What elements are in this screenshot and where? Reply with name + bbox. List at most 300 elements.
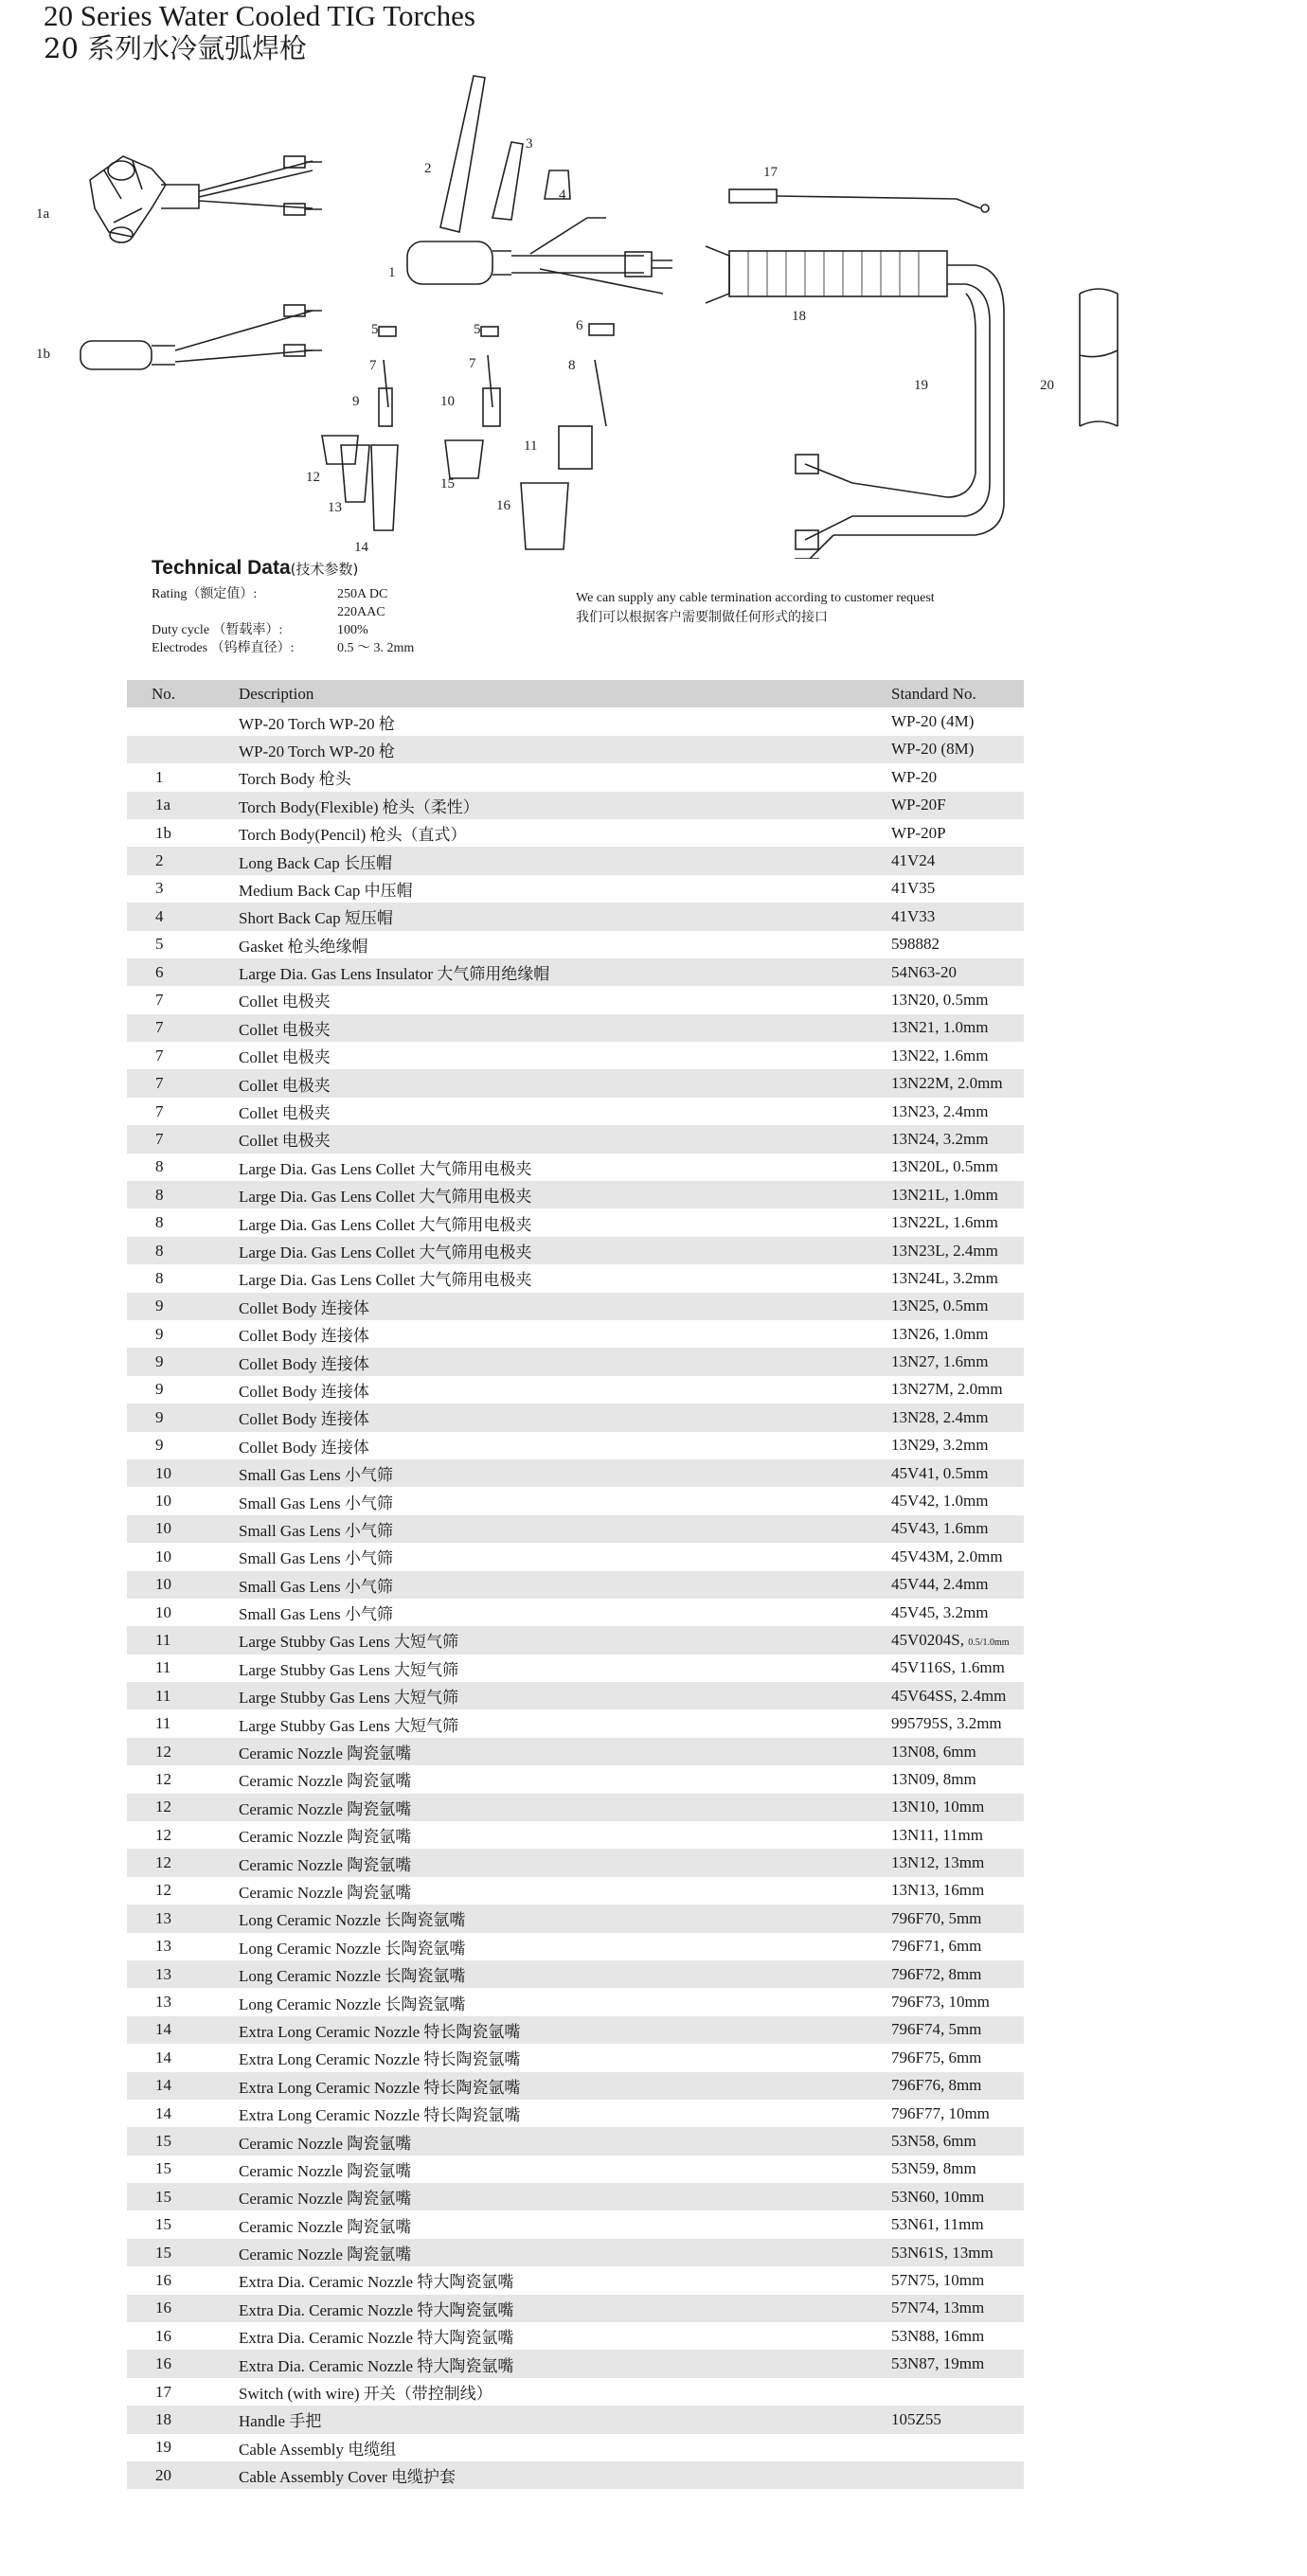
cell-standard: [891, 1464, 1024, 1483]
cell-no: 8: [155, 1241, 164, 1260]
cell-description: Collet Body 连接体: [239, 1298, 369, 1317]
cell-description: Large Dia. Gas Lens Collet 大气筛用电极夹: [239, 1215, 532, 1234]
rating-label: Rating（额定值）:: [152, 587, 258, 601]
title-zh: 20 系列水冷氩弧焊枪: [44, 32, 308, 64]
cell-description: Extra Dia. Ceramic Nozzle 特大陶瓷氩嘴: [239, 2273, 514, 2292]
callout-18: 18: [792, 309, 806, 324]
cell-description: Ceramic Nozzle 陶瓷氩嘴: [239, 1744, 412, 1763]
cell-standard: [891, 1130, 1024, 1149]
table-body: [127, 707, 1024, 2489]
cell-description: Collet Body 连接体: [239, 1438, 369, 1457]
cell-no: 1b: [155, 823, 171, 842]
table-row: [127, 2378, 1024, 2406]
cell-standard-value: 13N22, 1.6mm: [891, 1046, 989, 1064]
table-row: [127, 792, 1024, 819]
cell-standard-value: 53N60, 10mm: [891, 2187, 985, 2206]
title-en: 20 Series Water Cooled TIG Torches: [44, 0, 475, 32]
medium-back-cap-drawing: [492, 142, 523, 220]
callout-2: 2: [424, 161, 432, 176]
cell-standard-value: 995795S, 3.2mm: [891, 1714, 1002, 1733]
cell-description: Collet 电极夹: [239, 1104, 331, 1123]
cell-no: 9: [155, 1380, 164, 1399]
cell-no: 11: [155, 1658, 171, 1677]
cell-description: Short Back Cap 短压帽: [239, 909, 393, 928]
cell-no: 10: [155, 1463, 171, 1482]
cell-no: 13: [155, 1993, 171, 2012]
cell-description: Gasket 枪头绝缘帽: [239, 937, 368, 956]
cell-standard-value: 796F74, 5mm: [891, 2020, 982, 2039]
cell-standard-value: WP-20 (4M): [891, 712, 975, 731]
gasket-drawing: [379, 327, 396, 336]
cell-standard-value: 13N21L, 1.0mm: [891, 1185, 998, 1204]
cell-standard: [891, 1269, 1024, 1288]
cell-no: 8: [155, 1157, 164, 1176]
cell-standard-value: 13N27M, 2.0mm: [891, 1380, 1003, 1399]
table-row: [127, 1738, 1024, 1765]
cell-standard-value: 53N88, 16mm: [891, 2326, 985, 2345]
cell-no: 3: [155, 879, 164, 898]
cell-standard-value: 54N63-20: [891, 962, 957, 981]
cell-standard: [891, 879, 1024, 898]
cell-no: 12: [155, 1742, 171, 1761]
table-row: [127, 2461, 1024, 2489]
duty-label: Duty cycle （暂载率）:: [152, 623, 283, 637]
table-row: [127, 1042, 1024, 1069]
cell-standard: [891, 1909, 1024, 1928]
cell-no: 16: [155, 2299, 171, 2317]
cell-no: 11: [155, 1714, 171, 1733]
cell-no: 1: [155, 767, 164, 786]
table-row: [127, 2183, 1024, 2210]
cell-standard-value: 53N58, 6mm: [891, 2132, 976, 2150]
table-row: [127, 707, 1024, 735]
cell-standard: [891, 2104, 1024, 2123]
cell-description: Handle 手把: [239, 2412, 322, 2431]
table-row: [127, 1515, 1024, 1543]
table-row: [127, 1014, 1024, 1042]
callout-16: 16: [496, 498, 510, 513]
cell-standard-value: 13N28, 2.4mm: [891, 1407, 989, 1426]
table-row: [127, 1293, 1024, 1320]
cell-standard-value: 13N12, 13mm: [891, 1853, 985, 1872]
cell-no: 11: [155, 1686, 171, 1705]
cell-description: Collet Body 连接体: [239, 1327, 369, 1346]
cell-description: Extra Long Ceramic Nozzle 特长陶瓷氩嘴: [239, 2050, 521, 2069]
cell-standard: [891, 2188, 1024, 2207]
table-row: [127, 1069, 1024, 1097]
cell-standard: [891, 851, 1024, 870]
cell-standard-value: 53N59, 8mm: [891, 2159, 976, 2178]
cell-description: Small Gas Lens 小气筛: [239, 1605, 393, 1624]
table-row: [127, 1849, 1024, 1876]
cell-standard: [891, 740, 1024, 759]
cell-description: Large Stubby Gas Lens 大短气筛: [239, 1716, 458, 1735]
cell-description: Collet 电极夹: [239, 1132, 331, 1151]
cell-no: 2: [155, 851, 164, 870]
cell-standard-value: 45V116S, 1.6mm: [891, 1658, 1005, 1677]
cell-standard: [891, 1965, 1024, 1984]
cell-standard: [891, 2048, 1024, 2067]
cell-description: Large Dia. Gas Lens Collet 大气筛用电极夹: [239, 1159, 532, 1178]
cell-no: 4: [155, 906, 164, 925]
collet-body-drawing: [379, 388, 392, 426]
cell-description: Collet 电极夹: [239, 1076, 331, 1095]
table-row: [127, 2406, 1024, 2433]
cell-description: Ceramic Nozzle 陶瓷氩嘴: [239, 2217, 412, 2236]
stubby-gas-lens-drawing: [559, 426, 592, 469]
table-row: [127, 1821, 1024, 1849]
table-row: [127, 1487, 1024, 1514]
long-ceramic-nozzle-drawing: [341, 445, 369, 502]
electrodes-value: 0.5 ～ 3. 2mm: [337, 641, 415, 655]
cell-no: 9: [155, 1352, 164, 1371]
cell-description: Extra Long Ceramic Nozzle 特长陶瓷氩嘴: [239, 2022, 521, 2041]
callout-19: 19: [914, 378, 928, 393]
table-row: [127, 2072, 1024, 2100]
cell-standard-value: 45V42, 1.0mm: [891, 1492, 989, 1511]
callout-7: 7: [369, 358, 377, 373]
cell-no: 7: [155, 1046, 164, 1064]
table-row: [127, 958, 1024, 986]
cell-no: 16: [155, 2270, 171, 2289]
cell-standard: [891, 1297, 1024, 1315]
cell-no: 12: [155, 1798, 171, 1816]
cell-standard-value: 796F77, 10mm: [891, 2103, 990, 2122]
cell-no: 8: [155, 1185, 164, 1204]
cell-standard: [891, 1157, 1024, 1176]
cell-no: 5: [155, 935, 164, 954]
handle-drawing: [706, 246, 947, 303]
cell-standard-value: 796F75, 6mm: [891, 2048, 982, 2066]
ceramic-nozzle-drawing: [322, 436, 358, 464]
cell-no: 16: [155, 2326, 171, 2345]
exploded-parts-diagram: [0, 66, 1307, 559]
cell-standard: [891, 1325, 1024, 1344]
cell-standard-value: 45V64SS, 2.4mm: [891, 1686, 1007, 1705]
table-row: [127, 1098, 1024, 1125]
cell-description: Ceramic Nozzle 陶瓷氩嘴: [239, 1772, 412, 1791]
table-row: [127, 819, 1024, 847]
cell-standard-value: 45V0204S,: [891, 1630, 964, 1649]
cell-description: Large Stubby Gas Lens 大短气筛: [239, 1689, 458, 1708]
cell-standard-value: 13N26, 1.0mm: [891, 1324, 989, 1343]
table-row: [127, 1960, 1024, 1988]
cell-description: Cable Assembly 电缆组: [239, 2440, 397, 2459]
table-row: [127, 2434, 1024, 2461]
cell-standard-value: 13N24L, 3.2mm: [891, 1268, 998, 1287]
cell-no: 6: [155, 962, 164, 981]
cell-no: 7: [155, 990, 164, 1009]
cell-no: 14: [155, 2076, 171, 2095]
cell-standard: [891, 1937, 1024, 1956]
table-row: [127, 1933, 1024, 1960]
table-row: [127, 1459, 1024, 1487]
cell-no: 8: [155, 1268, 164, 1287]
cell-no: 9: [155, 1407, 164, 1426]
cell-standard-value: 796F70, 5mm: [891, 1908, 982, 1927]
gasket-drawing-2: [481, 327, 498, 336]
table-row: [127, 736, 1024, 763]
callout-6: 6: [576, 318, 583, 333]
cell-description: Large Dia. Gas Lens Collet 大气筛用电极夹: [239, 1188, 532, 1207]
cell-description: Ceramic Nozzle 陶瓷氩嘴: [239, 1799, 412, 1818]
cell-description: Medium Back Cap 中压帽: [239, 881, 413, 900]
cell-description: Collet 电极夹: [239, 1020, 331, 1039]
supply-note: [576, 589, 935, 627]
torch-body-flexible-drawing: [90, 156, 322, 242]
cell-standard-value: 13N23, 2.4mm: [891, 1101, 989, 1120]
cell-description: Small Gas Lens 小气筛: [239, 1466, 393, 1485]
cell-standard: [891, 1798, 1024, 1816]
cable-assembly-drawing: [796, 265, 1004, 559]
spec-list: [152, 585, 414, 657]
callout-13: 13: [328, 500, 342, 515]
cell-no: 18: [155, 2409, 171, 2428]
short-back-cap-drawing: [545, 170, 570, 199]
cell-no: 12: [155, 1853, 171, 1872]
table-row: [127, 986, 1024, 1013]
table-row: [127, 1709, 1024, 1737]
table-row: [127, 1655, 1024, 1682]
table-row: [127, 1320, 1024, 1348]
cell-description: Collet 电极夹: [239, 1048, 331, 1067]
electrodes-label: Electrodes （钨棒直径）:: [152, 641, 295, 655]
cell-standard-value: 13N10, 10mm: [891, 1798, 985, 1816]
cell-standard-value: 13N11, 11mm: [891, 1825, 983, 1844]
cell-standard: [891, 796, 1024, 814]
cell-description: Collet Body 连接体: [239, 1354, 369, 1373]
table-row: [127, 1264, 1024, 1292]
table-row: [127, 1877, 1024, 1905]
cell-no: 12: [155, 1881, 171, 1900]
cell-standard-value: 13N27, 1.6mm: [891, 1352, 989, 1371]
callout-15: 15: [440, 476, 455, 492]
ceramic-nozzle-15-drawing: [445, 440, 483, 478]
cell-standard: [891, 1380, 1024, 1399]
cell-standard-value: 13N08, 6mm: [891, 1742, 976, 1761]
cell-no: 12: [155, 1769, 171, 1788]
cell-description: Extra Dia. Ceramic Nozzle 特大陶瓷氩嘴: [239, 2356, 514, 2375]
cell-standard: [891, 1714, 1024, 1733]
cell-description: Extra Long Ceramic Nozzle 特长陶瓷氩嘴: [239, 2106, 521, 2125]
table-row: [127, 2322, 1024, 2350]
cell-standard-value: 13N22L, 1.6mm: [891, 1213, 998, 1232]
cell-description: Large Stubby Gas Lens 大短气筛: [239, 1660, 458, 1679]
cell-no: 16: [155, 2354, 171, 2373]
cell-no: 9: [155, 1297, 164, 1315]
cell-standard: [891, 1436, 1024, 1455]
cell-description: Long Ceramic Nozzle 长陶瓷氩嘴: [239, 1911, 466, 1930]
cell-standard-value: 796F72, 8mm: [891, 1964, 982, 1983]
cell-standard-value: 796F76, 8mm: [891, 2076, 982, 2095]
table-row: [127, 2016, 1024, 2044]
cell-standard: [891, 1603, 1024, 1622]
cell-standard: [891, 1352, 1024, 1371]
cell-standard-value: 45V41, 0.5mm: [891, 1463, 989, 1482]
cell-no: 7: [155, 1018, 164, 1037]
long-back-cap-drawing: [440, 76, 485, 232]
duty-value: 100%: [337, 623, 368, 637]
callout-1: 1: [388, 265, 396, 280]
callout-5: 5: [371, 322, 379, 337]
cell-standard-value: 53N87, 19mm: [891, 2354, 985, 2373]
table-row: [127, 1988, 1024, 2015]
cell-description: Torch Body(Pencil) 枪头（直式）: [239, 826, 467, 845]
rating-ac: 220AAC: [337, 605, 385, 619]
cell-standard: [891, 1242, 1024, 1261]
table-row: [127, 875, 1024, 903]
table-row: [127, 1376, 1024, 1404]
table-row: [127, 763, 1024, 791]
cell-standard: [891, 1826, 1024, 1845]
cell-standard-value: 41V24: [891, 851, 936, 870]
cell-description: Large Dia. Gas Lens Insulator 大气筛用绝缘帽: [239, 965, 550, 984]
cell-no: 20: [155, 2465, 171, 2484]
cell-no: 10: [155, 1547, 171, 1565]
cell-standard: [891, 1631, 1024, 1650]
cell-description: Extra Dia. Ceramic Nozzle 特大陶瓷氩嘴: [239, 2300, 514, 2319]
cell-no: 14: [155, 2048, 171, 2066]
cell-no: 7: [155, 1129, 164, 1148]
table-row: [127, 1682, 1024, 1709]
cell-no: 15: [155, 2159, 171, 2178]
cell-standard-value: WP-20 (8M): [891, 740, 975, 759]
cell-standard: [891, 963, 1024, 982]
cell-standard: [891, 1018, 1024, 1037]
cell-standard-value: 13N23L, 2.4mm: [891, 1241, 998, 1260]
cell-standard-value: 13N24, 3.2mm: [891, 1129, 989, 1148]
cell-standard-value: 13N20L, 0.5mm: [891, 1157, 998, 1176]
cell-no: 11: [155, 1630, 171, 1649]
cell-standard-value: WP-20P: [891, 823, 946, 842]
table-row: [127, 931, 1024, 958]
cell-description: Large Dia. Gas Lens Collet 大气筛用电极夹: [239, 1243, 532, 1261]
cell-description: Collet Body 连接体: [239, 1410, 369, 1429]
cell-description: Ceramic Nozzle 陶瓷氩嘴: [239, 2161, 412, 2180]
cell-standard-value: 105Z55: [891, 2409, 941, 2428]
cable-cover-drawing: [1080, 289, 1118, 426]
table-row: [127, 1154, 1024, 1181]
callout-17: 17: [763, 165, 778, 180]
callout-3: 3: [526, 136, 533, 152]
table-row: [127, 1404, 1024, 1431]
cell-standard-value: 41V33: [891, 906, 936, 925]
cell-standard: [891, 1102, 1024, 1121]
cell-standard: [891, 1770, 1024, 1789]
callout-11: 11: [524, 438, 538, 454]
callout-5b: 5: [474, 322, 481, 337]
cell-no: 14: [155, 2103, 171, 2122]
cell-standard-value: 13N21, 1.0mm: [891, 1018, 989, 1037]
cell-description: Long Ceramic Nozzle 长陶瓷氩嘴: [239, 1967, 466, 1986]
cell-standard: [891, 2215, 1024, 2234]
table-row: [127, 2210, 1024, 2238]
table-row: [127, 1599, 1024, 1626]
page-title: [44, 0, 475, 64]
table-row: [127, 1794, 1024, 1821]
cell-description: Torch Body(Flexible) 枪头（柔性）: [239, 797, 479, 816]
cell-standard-value: 53N61, 11mm: [891, 2215, 984, 2234]
callout-1b: 1b: [36, 347, 50, 362]
cell-standard: [891, 1046, 1024, 1065]
cell-no: 13: [155, 1937, 171, 1956]
table-row: [127, 1348, 1024, 1375]
callout-1a: 1a: [36, 206, 50, 222]
cell-no: 8: [155, 1213, 164, 1232]
cell-standard-value: 13N20, 0.5mm: [891, 990, 989, 1009]
cell-standard-value: 13N25, 0.5mm: [891, 1297, 989, 1315]
cell-standard-value: WP-20: [891, 767, 938, 786]
cell-standard-value: 57N74, 13mm: [891, 2299, 985, 2317]
cell-standard-value: 796F71, 6mm: [891, 1937, 982, 1956]
table-row: [127, 1626, 1024, 1654]
table-row: [127, 1543, 1024, 1570]
cell-description: Switch (with wire) 开关（带控制线）: [239, 2385, 492, 2404]
cell-standard: [891, 1547, 1024, 1566]
cell-standard: [891, 935, 1024, 954]
cell-standard-value: 45V45, 3.2mm: [891, 1602, 989, 1621]
cell-description: Long Ceramic Nozzle 长陶瓷氩嘴: [239, 1939, 466, 1958]
table-row: [127, 2266, 1024, 2294]
table-row: [127, 847, 1024, 874]
cell-description: Large Stubby Gas Lens 大短气筛: [239, 1633, 458, 1652]
callout-14: 14: [354, 540, 368, 555]
cell-standard: [891, 824, 1024, 843]
callout-12: 12: [306, 470, 320, 485]
cell-standard: [891, 768, 1024, 787]
cell-description: Ceramic Nozzle 陶瓷氩嘴: [239, 2134, 412, 2153]
cell-standard-value: 45V43, 1.6mm: [891, 1519, 989, 1538]
cell-description: Extra Dia. Ceramic Nozzle 特大陶瓷氩嘴: [239, 2329, 514, 2348]
cell-no: 7: [155, 1074, 164, 1093]
switch-drawing: [729, 189, 989, 212]
table-row: [127, 903, 1024, 930]
cell-standard: [891, 2271, 1024, 2290]
cell-standard: [891, 991, 1024, 1010]
cell-no: 13: [155, 1964, 171, 1983]
header-standard: Standard No.: [891, 684, 976, 703]
table-row: [127, 2350, 1024, 2377]
table-row: [127, 1125, 1024, 1153]
cell-standard-value: 41V35: [891, 879, 936, 898]
cell-standard: [891, 1213, 1024, 1232]
cell-standard: [891, 1687, 1024, 1706]
cell-standard: [891, 2410, 1024, 2429]
cell-standard: [891, 1575, 1024, 1594]
table-row: [127, 2295, 1024, 2322]
cell-no: 10: [155, 1492, 171, 1511]
callout-4: 4: [559, 188, 566, 203]
technical-heading-en: Technical Data: [152, 557, 291, 579]
cell-standard-value: 796F73, 10mm: [891, 1993, 990, 2012]
cell-standard: [891, 712, 1024, 731]
cell-standard: [891, 2327, 1024, 2346]
cell-standard: [891, 1658, 1024, 1677]
cell-standard: [891, 907, 1024, 926]
cell-standard-value: 13N29, 3.2mm: [891, 1436, 989, 1455]
cell-description: WP-20 Torch WP-20 枪: [239, 714, 395, 733]
supply-note-en: We can supply any cable termination according to customer request: [576, 591, 935, 605]
cell-description: Ceramic Nozzle 陶瓷氩嘴: [239, 1883, 412, 1902]
cell-description: Small Gas Lens 小气筛: [239, 1494, 393, 1512]
cell-description: Ceramic Nozzle 陶瓷氩嘴: [239, 2190, 412, 2209]
cell-standard: [891, 1074, 1024, 1093]
cell-description: Large Dia. Gas Lens Collet 大气筛用电极夹: [239, 1271, 532, 1290]
cell-standard: [891, 2020, 1024, 2039]
torch-body-pencil-drawing: [81, 305, 322, 369]
cell-description: Small Gas Lens 小气筛: [239, 1577, 393, 1596]
cell-standard: [891, 2244, 1024, 2263]
